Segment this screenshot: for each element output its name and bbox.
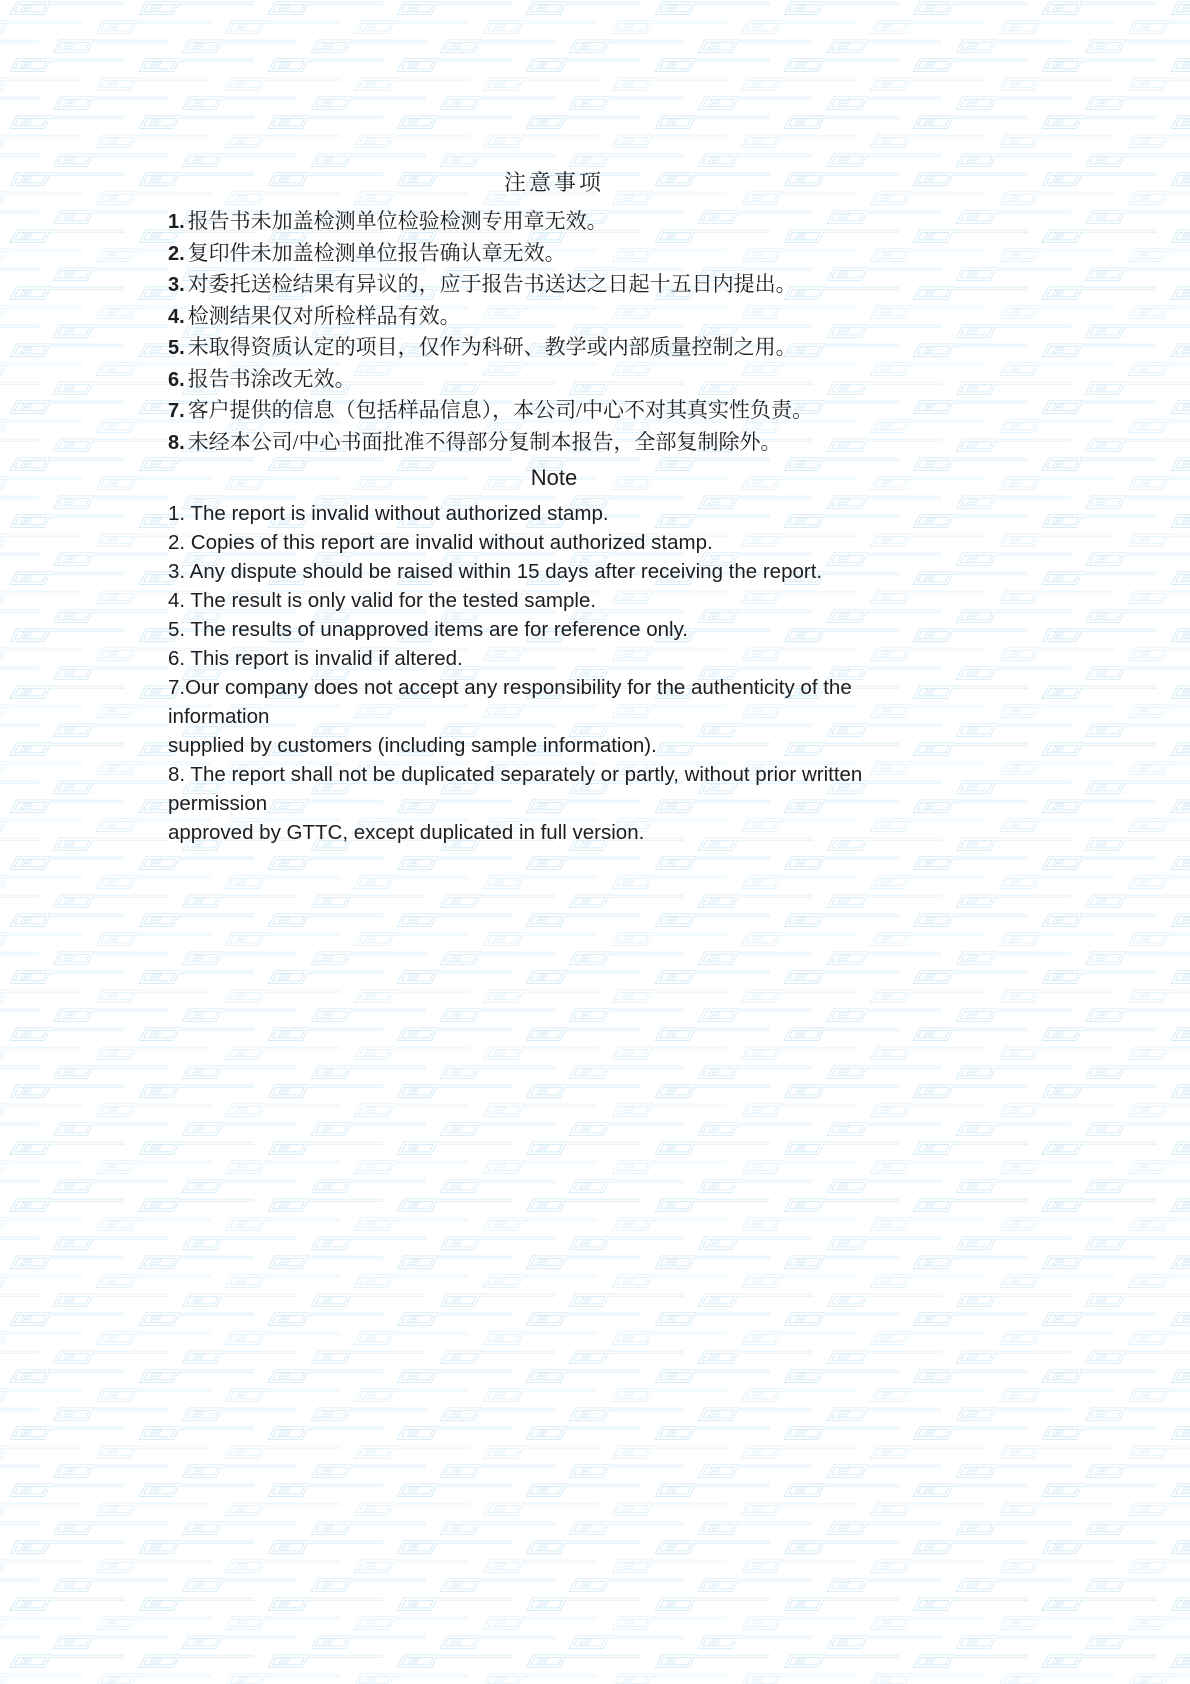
en-note-line: 7.Our company does not accept any responsibility for the authenticity of the information <box>168 676 852 728</box>
cn-note-text: 复印件未加盖检测单位报告确认章无效。 <box>187 240 566 265</box>
cn-note-text: 客户提供的信息（包括样品信息），本公司/中心不对其真实性负责。 <box>187 398 814 422</box>
cn-note-number: 1. <box>168 211 185 233</box>
cn-notes-list <box>168 206 940 458</box>
en-note-line: supplied by customers (including sample information). <box>168 734 657 757</box>
cn-note-number: 2. <box>168 242 185 265</box>
cn-note-number: 5. <box>168 337 185 359</box>
cn-note-text: 未取得资质认定的项目，仅作为科研、教学或内部质量控制之用。 <box>187 335 797 359</box>
en-note-line: 5. The results of unapproved items are for reference only. <box>168 618 688 641</box>
en-note-line: 8. The report shall not be duplicated separately or partly, without prior written permission <box>168 763 863 815</box>
cn-note-text: 对委托送检结果有异议的，应于报告书送达之日起十五日内提出。 <box>187 272 797 296</box>
en-notes-list <box>168 499 940 847</box>
cn-note-item <box>168 427 940 459</box>
notes-content <box>168 168 940 847</box>
en-note-line: 6. This report is invalid if altered. <box>168 647 463 670</box>
cn-note-text: 未经本公司/中心书面批准不得部分复制本报告，全部复制除外。 <box>187 429 782 454</box>
cn-note-text: 报告书未加盖检测单位检验检测专用章无效。 <box>187 209 608 233</box>
cn-note-text: 检测结果仅对所检样品有效。 <box>187 303 461 328</box>
en-note-line: 1. The report is invalid without authorized stamp. <box>168 502 609 525</box>
cn-note-number: 8. <box>168 431 185 454</box>
en-note-line: 2. Copies of this report are invalid without authorized stamp. <box>168 531 713 554</box>
cn-note-item <box>168 269 940 301</box>
cn-note-number: 3. <box>168 274 185 296</box>
cn-note-item <box>168 332 940 364</box>
en-note-line: 3. Any dispute should be raised within 15 days after receiving the report. <box>168 560 823 583</box>
cn-note-item <box>168 364 940 396</box>
cn-notes-title: 注意事项 <box>503 170 604 195</box>
en-note-line: approved by GTTC, except duplicated in full version. <box>168 821 645 844</box>
en-notes-title: Note <box>530 465 578 490</box>
cn-note-item <box>168 238 940 270</box>
cn-note-number: 6. <box>168 368 185 391</box>
cn-note-item <box>168 206 940 238</box>
cn-note-number: 4. <box>168 305 185 328</box>
cn-note-number: 7. <box>168 400 185 422</box>
cn-note-item <box>168 301 940 333</box>
cn-note-item <box>168 395 940 427</box>
en-note-line: 4. The result is only valid for the tested sample. <box>168 589 597 612</box>
cn-note-text: 报告书涂改无效。 <box>187 366 356 391</box>
